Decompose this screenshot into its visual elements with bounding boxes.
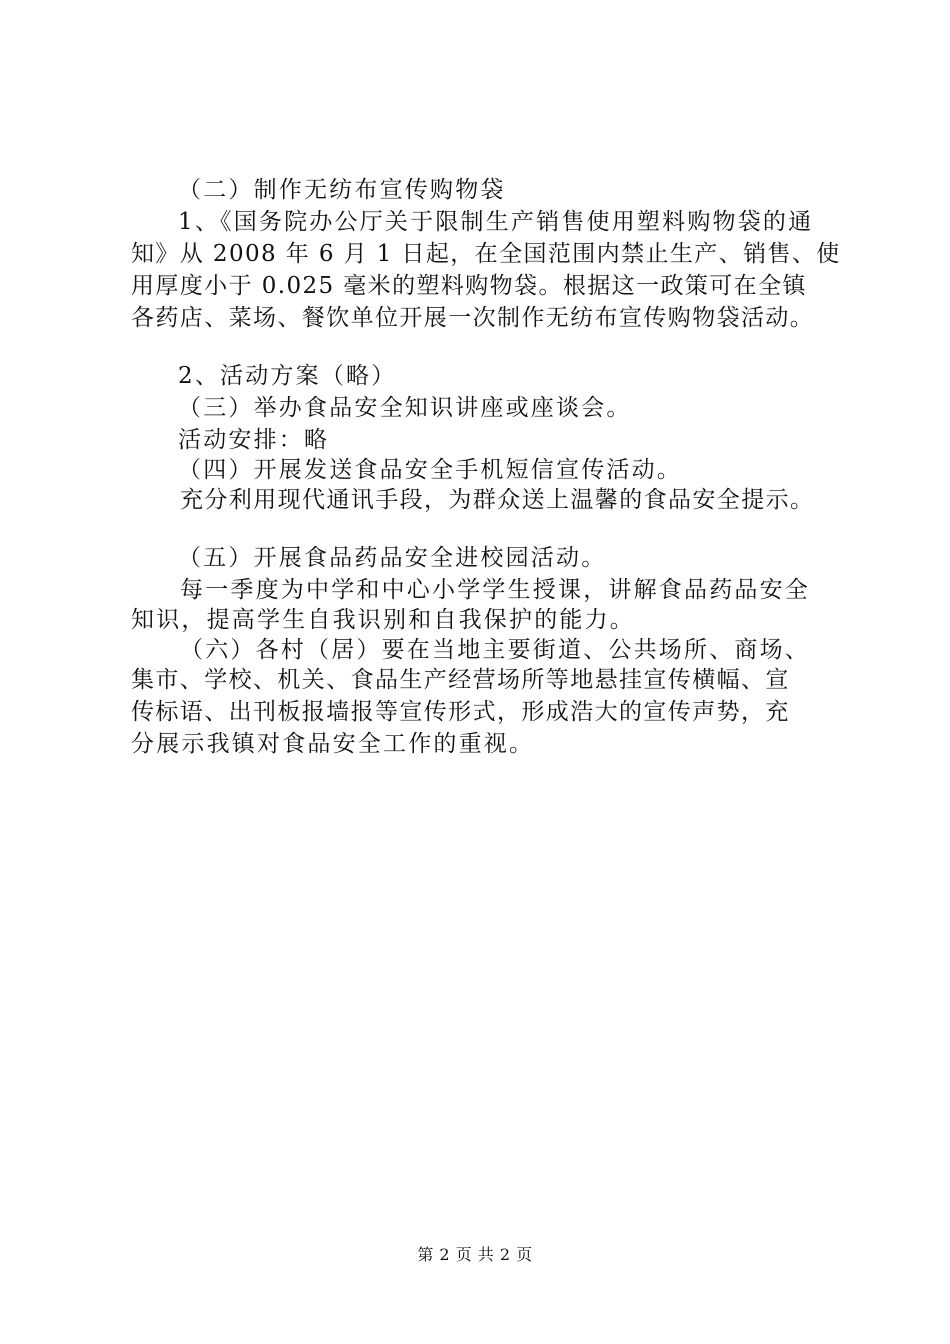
- section-heading-2: （二）制作无纺布宣传购物袋: [178, 177, 506, 203]
- section-heading-3: （三）举办食品安全知识讲座或座谈会。: [178, 395, 632, 421]
- paragraph-line: 用厚度小于 0.025 毫米的塑料购物袋。根据这一政策可在全镇: [131, 273, 807, 299]
- paragraph-line: 集市、学校、机关、食品生产经营场所等地悬挂宣传横幅、宣: [131, 667, 790, 693]
- section-heading-5: （五）开展食品药品安全进校园活动。: [178, 545, 607, 571]
- paragraph-line: 2、活动方案（略）: [178, 363, 397, 389]
- paragraph-line: 每一季度为中学和中心小学学生授课，讲解食品药品安全: [180, 577, 810, 603]
- section-heading-6: （六）各村（居）要在当地主要街道、公共场所、商场、: [180, 637, 810, 663]
- section-heading-4: （四）开展发送食品安全手机短信宣传活动。: [178, 457, 682, 483]
- paragraph-line: 活动安排：略: [178, 427, 330, 453]
- paragraph-line: 知识，提高学生自我识别和自我保护的能力。: [131, 607, 635, 633]
- paragraph-line: 1、《国务院办公厅关于限制生产销售使用塑料购物袋的通: [178, 209, 814, 235]
- paragraph-line: 充分利用现代通讯手段，为群众送上温馨的食品安全提示。: [180, 487, 815, 513]
- paragraph-line: 分展示我镇对食品安全工作的重视。: [131, 731, 535, 757]
- paragraph-line: 传标语、出刊板报墙报等宣传形式，形成浩大的宣传声势，充: [131, 699, 790, 725]
- page-footer: 第 2 页 共 2 页: [417, 1245, 533, 1264]
- paragraph-line: 各药店、菜场、餐饮单位开展一次制作无纺布宣传购物袋活动。: [131, 305, 815, 331]
- paragraph-line: 知》从 2008 年 6 月 1 日起，在全国范围内禁止生产、销售、使: [131, 241, 841, 267]
